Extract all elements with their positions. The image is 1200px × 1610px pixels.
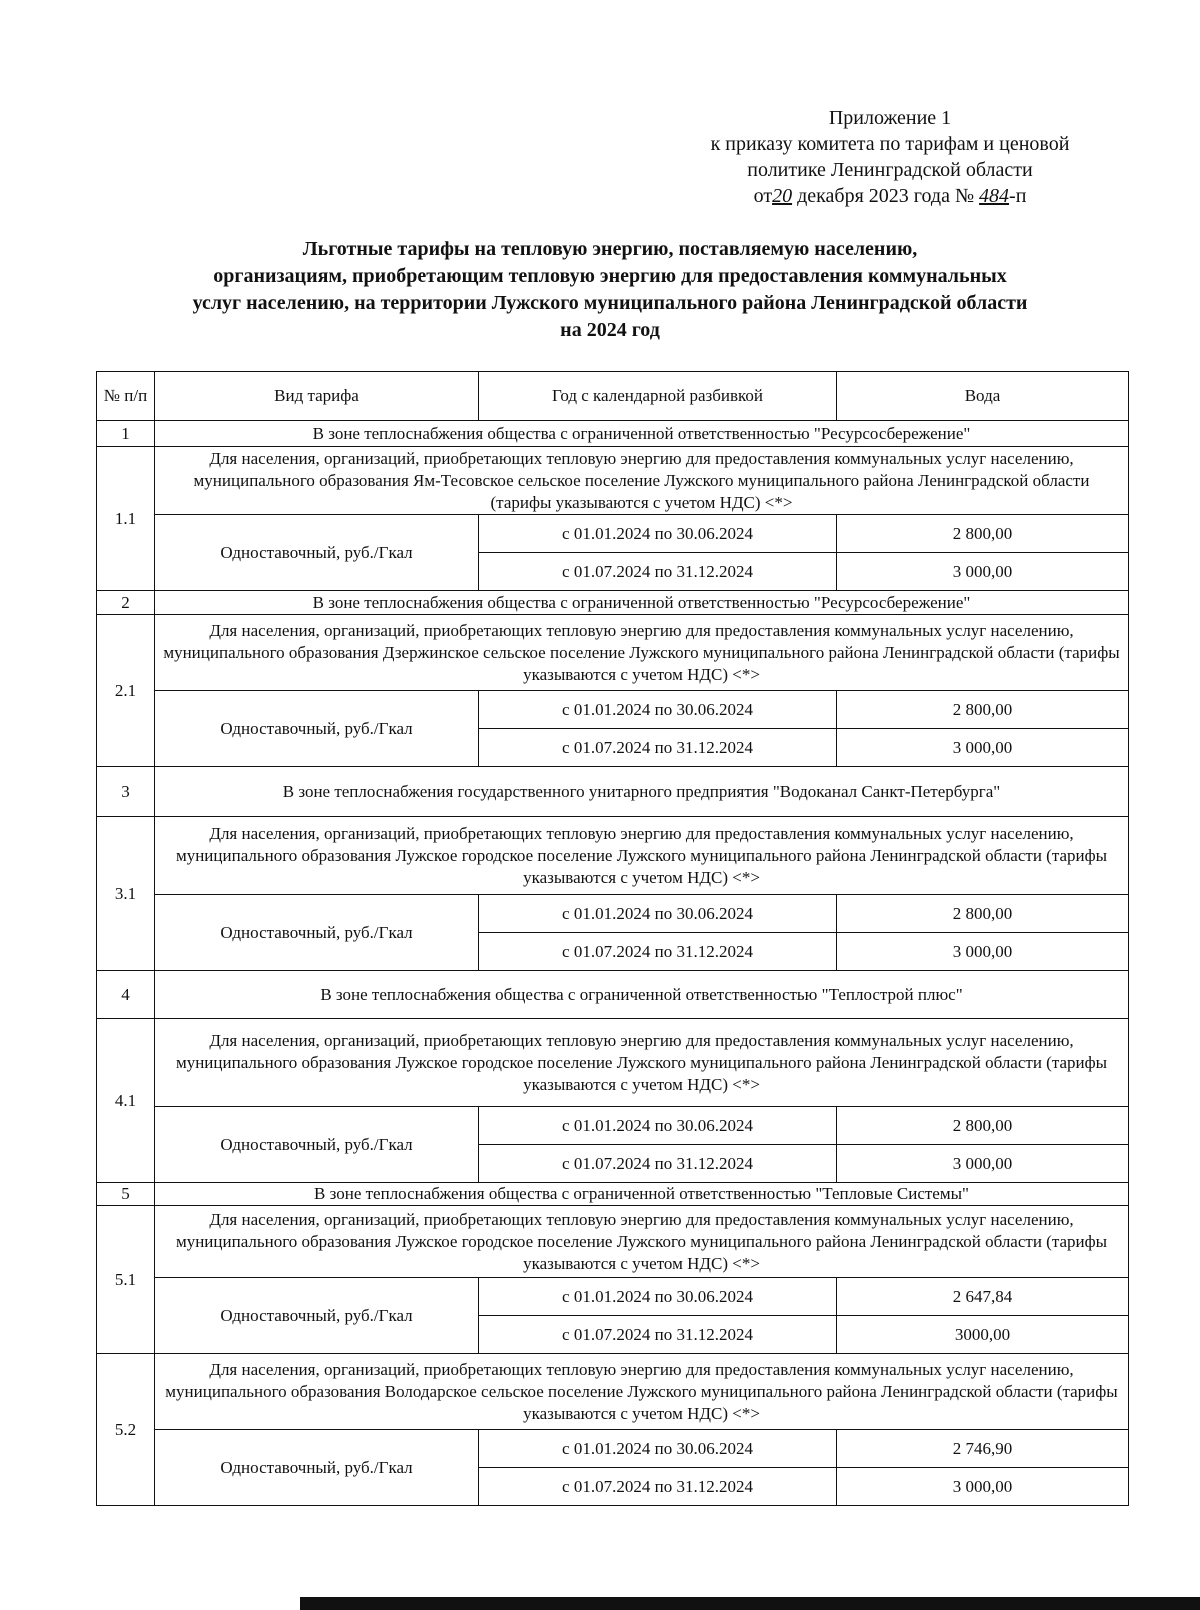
subsection-description: Для населения, организаций, приобретающих тепловую энергию для предоставления коммунальных услуг населению, муниципального образования Лужское городское поселение Лужского муниципального района Ленинградской области (тарифы указываются с учетом НДС) <*> (155, 817, 1129, 895)
zone-title: В зоне теплоснабжения общества с ограниченной ответственностью "Теплострой плюс" (155, 971, 1129, 1019)
period-cell: с 01.01.2024 по 30.06.2024 (479, 515, 837, 553)
zone-title: В зоне теплоснабжения общества с ограниченной ответственностью "Ресурсосбережение" (155, 421, 1129, 447)
subsection-description: Для населения, организаций, приобретающих тепловую энергию для предоставления коммунальных услуг населению, муниципального образования Ям-Тесовское сельское поселение Лужского муниципального района Ленинградской области (тарифы указываются с учетом НДС) <*> (155, 447, 1129, 515)
water-value: 2 800,00 (837, 895, 1129, 933)
subsection-description: Для населения, организаций, приобретающих тепловую энергию для предоставления коммунальных услуг населению, муниципального образования Лужское городское поселение Лужского муниципального района Ленинградской области (тарифы указываются с учетом НДС) <*> (155, 1019, 1129, 1107)
subsection-number: 1.1 (97, 447, 155, 591)
tariff-type: Одноставочный, руб./Гкал (155, 515, 479, 591)
subsection-row (97, 615, 1129, 691)
water-value: 2 800,00 (837, 691, 1129, 729)
date-day: 20 (772, 185, 793, 207)
tariff-type: Одноставочный, руб./Гкал (155, 895, 479, 971)
subsection-number: 2.1 (97, 615, 155, 767)
tariff-type: Одноставочный, руб./Гкал (155, 1430, 479, 1506)
table-header-row (97, 372, 1129, 421)
order-number: 484 (979, 185, 1010, 207)
zone-number: 5 (97, 1183, 155, 1206)
zone-title: В зоне теплоснабжения общества с ограниченной ответственностью "Тепловые Системы" (155, 1183, 1129, 1206)
tariff-row (97, 1430, 1129, 1468)
period-cell: с 01.07.2024 по 31.12.2024 (479, 1468, 837, 1506)
subsection-number: 4.1 (97, 1019, 155, 1183)
water-value: 2 746,90 (837, 1430, 1129, 1468)
tariff-row (97, 515, 1129, 553)
water-value: 2 800,00 (837, 515, 1129, 553)
tariff-row (97, 691, 1129, 729)
appendix-line-2: к приказу комитета по тарифам и ценовой (710, 133, 1070, 155)
zone-title: В зоне теплоснабжения общества с ограниченной ответственностью "Ресурсосбережение" (155, 591, 1129, 615)
subsection-row (97, 1019, 1129, 1107)
period-cell: с 01.01.2024 по 30.06.2024 (479, 895, 837, 933)
title-line-3: услуг населению, на территории Лужского муниципального района Ленинградской области (192, 292, 1028, 314)
header-type: Вид тарифа (155, 372, 479, 421)
subsection-row (97, 447, 1129, 515)
zone-row (97, 421, 1129, 447)
subsection-description: Для населения, организаций, приобретающих тепловую энергию для предоставления коммунальных услуг населению, муниципального образования Дзержинское сельское поселение Лужского муниципального района Ленинградской области (тарифы указываются с учетом НДС) <*> (155, 615, 1129, 691)
tariff-row (97, 895, 1129, 933)
header-water: Вода (837, 372, 1129, 421)
document-title (80, 236, 1140, 344)
appendix-line-1: Приложение 1 (828, 107, 952, 129)
period-cell: с 01.01.2024 по 30.06.2024 (479, 1107, 837, 1145)
period-cell: с 01.07.2024 по 31.12.2024 (479, 729, 837, 767)
water-value: 3000,00 (837, 1316, 1129, 1354)
period-cell: с 01.01.2024 по 30.06.2024 (479, 1430, 837, 1468)
date-prefix: от (753, 185, 773, 207)
scan-edge-bar (300, 1597, 1200, 1610)
subsection-number: 3.1 (97, 817, 155, 971)
appendix-line-3: политике Ленинградской области (747, 159, 1033, 181)
zone-row (97, 767, 1129, 817)
zone-row (97, 1183, 1129, 1206)
water-value: 3 000,00 (837, 933, 1129, 971)
date-rest: декабря 2023 года № (792, 185, 980, 207)
period-cell: с 01.01.2024 по 30.06.2024 (479, 691, 837, 729)
subsection-description: Для населения, организаций, приобретающих тепловую энергию для предоставления коммунальных услуг населению, муниципального образования Володарское сельское поселение Лужского муниципального района Ленинградской области (тарифы указываются с учетом НДС) <*> (155, 1354, 1129, 1430)
tariff-row (97, 1107, 1129, 1145)
subsection-number: 5.2 (97, 1354, 155, 1506)
water-value: 3 000,00 (837, 1145, 1129, 1183)
period-cell: с 01.07.2024 по 31.12.2024 (479, 553, 837, 591)
title-line-1: Льготные тарифы на тепловую энергию, поставляемую населению, (302, 238, 918, 260)
water-value: 3 000,00 (837, 729, 1129, 767)
subsection-description: Для населения, организаций, приобретающих тепловую энергию для предоставления коммунальных услуг населению, муниципального образования Лужское городское поселение Лужского муниципального района Ленинградской области (тарифы указываются с учетом НДС) <*> (155, 1206, 1129, 1278)
tariff-type: Одноставочный, руб./Гкал (155, 691, 479, 767)
water-value: 2 647,84 (837, 1278, 1129, 1316)
zone-number: 3 (97, 767, 155, 817)
subsection-row (97, 817, 1129, 895)
header-period: Год с календарной разбивкой (479, 372, 837, 421)
subsection-row (97, 1354, 1129, 1430)
tariff-type: Одноставочный, руб./Гкал (155, 1278, 479, 1354)
period-cell: с 01.07.2024 по 31.12.2024 (479, 1316, 837, 1354)
zone-number: 1 (97, 421, 155, 447)
title-line-4: на 2024 год (560, 319, 660, 341)
period-cell: с 01.07.2024 по 31.12.2024 (479, 933, 837, 971)
water-value: 2 800,00 (837, 1107, 1129, 1145)
header-num: № п/п (97, 372, 155, 421)
period-cell: с 01.01.2024 по 30.06.2024 (479, 1278, 837, 1316)
period-cell: с 01.07.2024 по 31.12.2024 (479, 1145, 837, 1183)
subsection-row (97, 1206, 1129, 1278)
zone-number: 4 (97, 971, 155, 1019)
appendix-header (640, 105, 1140, 209)
title-line-2: организациям, приобретающим тепловую энергию для предоставления коммунальных (213, 265, 1007, 287)
tariff-row (97, 1278, 1129, 1316)
zone-number: 2 (97, 591, 155, 615)
tariff-type: Одноставочный, руб./Гкал (155, 1107, 479, 1183)
zone-row (97, 971, 1129, 1019)
water-value: 3 000,00 (837, 553, 1129, 591)
water-value: 3 000,00 (837, 1468, 1129, 1506)
appendix-order-date (640, 183, 1140, 209)
zone-row (97, 591, 1129, 615)
order-suffix: -п (1009, 185, 1027, 207)
tariff-table (96, 371, 1129, 1506)
zone-title: В зоне теплоснабжения государственного унитарного предприятия "Водоканал Санкт-Петербурга" (155, 767, 1129, 817)
subsection-number: 5.1 (97, 1206, 155, 1354)
